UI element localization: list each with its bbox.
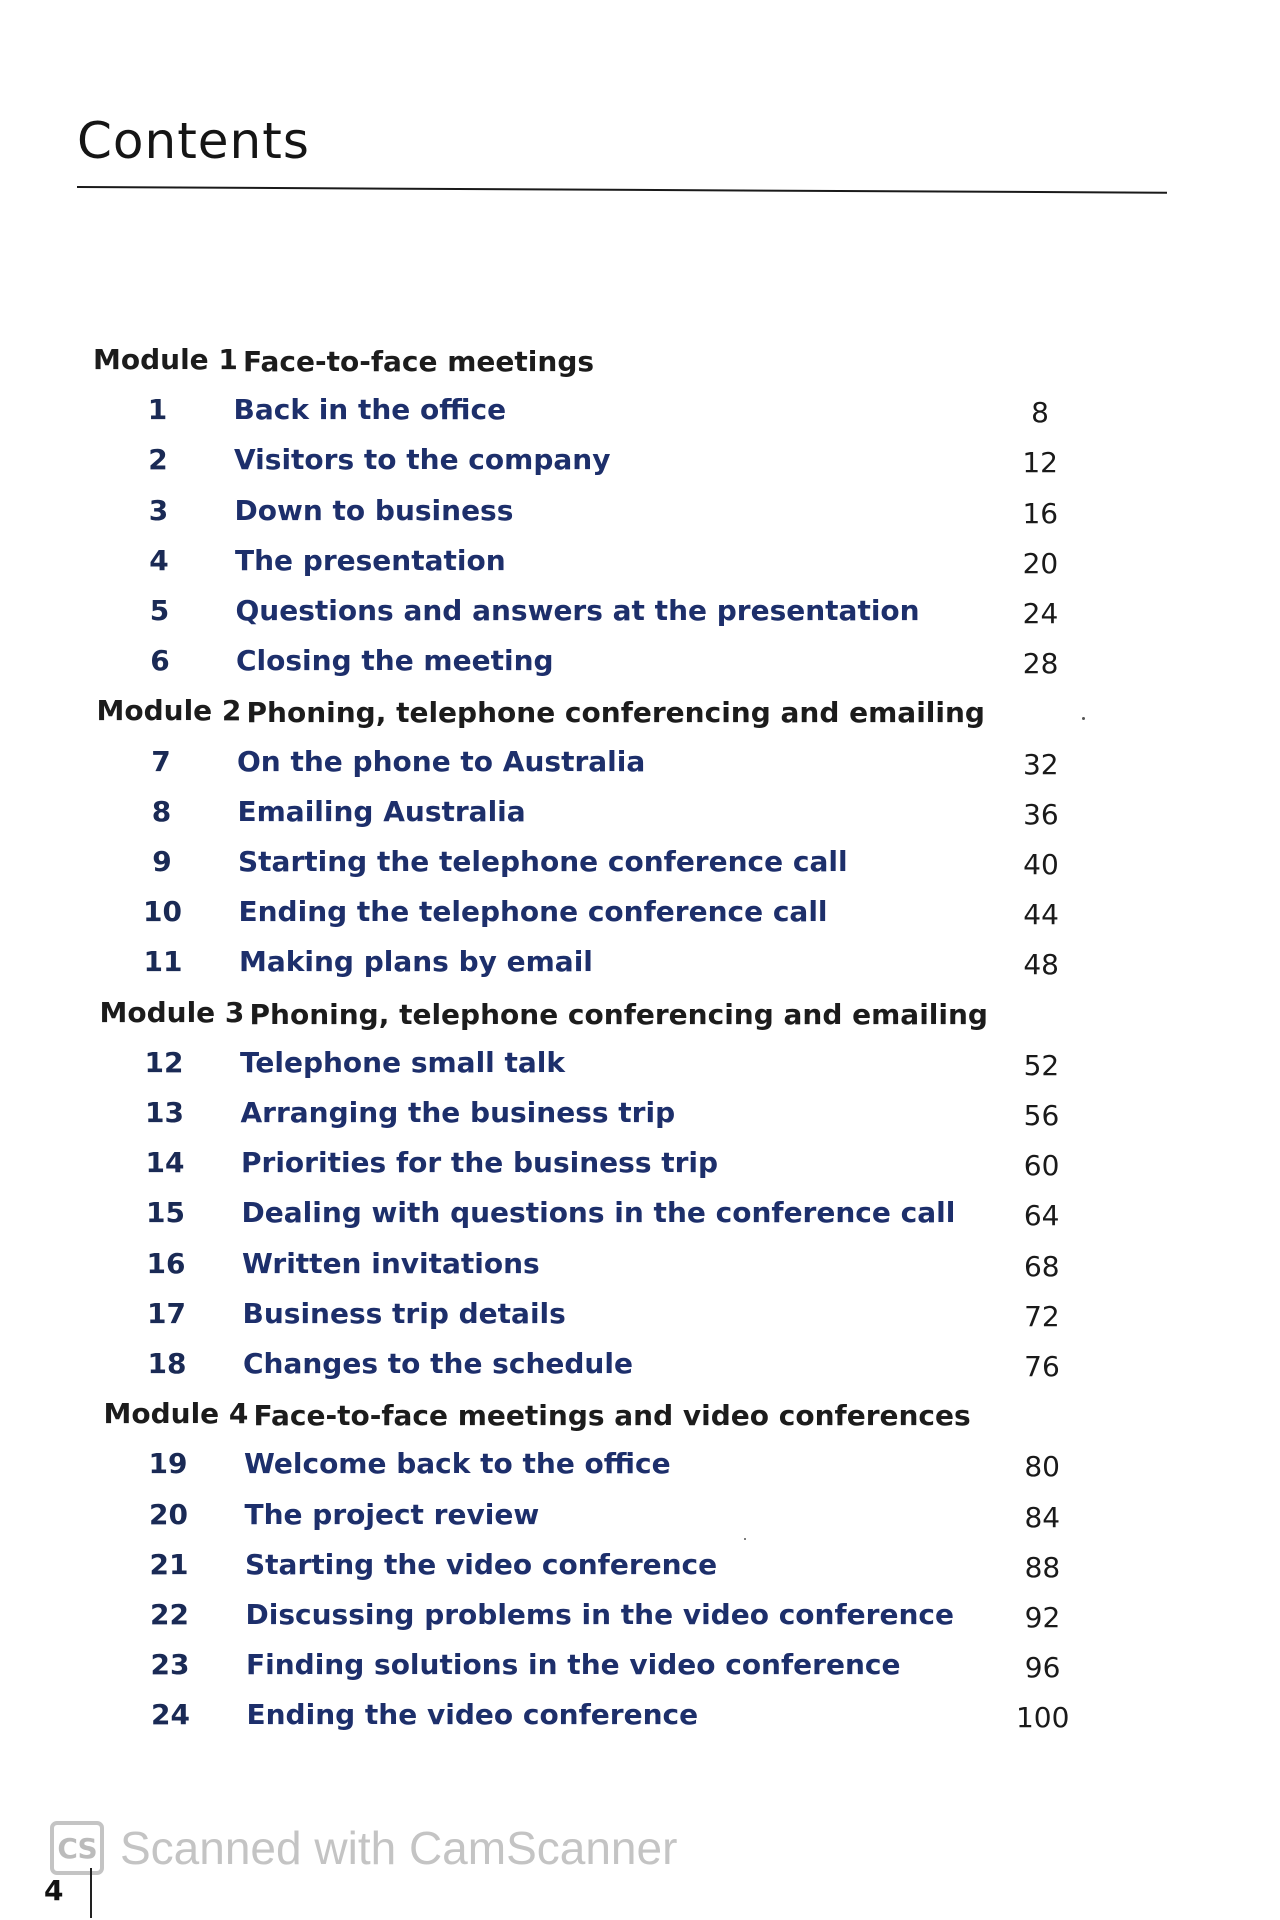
unit-page-number: 88 — [1024, 1550, 1061, 1584]
camscanner-logo-icon: CS — [50, 1821, 104, 1875]
toc-entry[interactable] — [0, 1247, 1280, 1287]
unit-number: 13 — [145, 1096, 184, 1129]
toc-entry[interactable] — [0, 544, 1280, 584]
unit-title: Making plans by email — [239, 945, 593, 979]
module-label: Module 3 — [99, 995, 245, 1029]
unit-number: 7 — [151, 744, 171, 778]
page-title: Contents — [77, 112, 310, 170]
unit-page-number: 96 — [1024, 1651, 1061, 1685]
unit-number: 8 — [151, 794, 172, 828]
toc-entry[interactable] — [0, 745, 1280, 785]
toc-entry[interactable] — [0, 594, 1280, 634]
toc-entry[interactable] — [0, 945, 1280, 985]
toc-entry[interactable] — [0, 1146, 1280, 1186]
toc-entry[interactable] — [0, 1347, 1280, 1387]
unit-number: 2 — [148, 443, 168, 477]
unit-title: Ending the video conference — [246, 1698, 699, 1732]
folio-divider — [90, 1868, 92, 1918]
page-number: 4 — [44, 1874, 64, 1907]
unit-page-number: 32 — [1022, 747, 1059, 781]
unit-number: 17 — [147, 1296, 186, 1330]
unit-title: Starting the telephone conference call — [238, 845, 848, 878]
toc-entry[interactable] — [0, 393, 1280, 433]
unit-page-number: 16 — [1022, 496, 1059, 530]
toc-entry[interactable] — [0, 1447, 1280, 1487]
unit-number: 11 — [143, 945, 183, 979]
unit-number: 21 — [149, 1547, 189, 1581]
unit-page-number: 48 — [1023, 948, 1059, 982]
toc-entry[interactable] — [0, 1297, 1280, 1337]
module-heading — [0, 1397, 1280, 1437]
toc-entry[interactable] — [0, 1498, 1280, 1538]
unit-number: 22 — [150, 1598, 189, 1631]
unit-number: 6 — [150, 644, 170, 678]
unit-title: Changes to the schedule — [243, 1347, 633, 1380]
toc-entry[interactable] — [0, 895, 1280, 935]
toc-entry[interactable] — [0, 1196, 1280, 1236]
unit-title: The presentation — [235, 543, 506, 577]
unit-page-number: 52 — [1023, 1048, 1060, 1082]
unit-number: 12 — [144, 1045, 184, 1079]
unit-page-number: 24 — [1022, 597, 1059, 630]
toc-entry[interactable] — [0, 1548, 1280, 1588]
unit-title: Telephone small talk — [240, 1045, 566, 1079]
unit-title: Discussing problems in the video conference — [245, 1598, 954, 1631]
unit-page-number: 100 — [1015, 1701, 1070, 1735]
toc-entry[interactable] — [0, 845, 1280, 885]
camscanner-watermark — [50, 1820, 677, 1876]
unit-title: Questions and answers at the presentation — [235, 594, 920, 627]
unit-title: Written invitations — [242, 1246, 540, 1280]
unit-number: 19 — [148, 1447, 188, 1481]
unit-page-number: 28 — [1022, 647, 1059, 681]
unit-page-number: 80 — [1024, 1450, 1060, 1484]
unit-title: Down to business — [234, 493, 514, 527]
toc-entry[interactable] — [0, 1046, 1280, 1086]
unit-page-number: 60 — [1023, 1149, 1060, 1183]
unit-title: Visitors to the company — [234, 443, 611, 477]
unit-number: 9 — [152, 845, 172, 878]
unit-title: On the phone to Australia — [237, 744, 646, 778]
unit-page-number: 12 — [1022, 446, 1058, 480]
toc-entry[interactable] — [0, 644, 1280, 684]
unit-title: Ending the telephone conference call — [238, 895, 828, 929]
module-heading — [0, 343, 1280, 383]
unit-title: Back in the office — [233, 393, 507, 427]
toc-entry[interactable] — [0, 1698, 1280, 1738]
unit-title: Starting the video conference — [245, 1547, 718, 1581]
scan-speck — [1082, 717, 1085, 720]
unit-title: Closing the meeting — [236, 644, 554, 678]
unit-page-number: 56 — [1023, 1099, 1060, 1132]
module-heading — [0, 694, 1280, 734]
unit-number: 5 — [149, 594, 170, 627]
unit-number: 24 — [151, 1698, 190, 1732]
module-label: Module 2 — [96, 694, 242, 728]
unit-page-number: 76 — [1024, 1350, 1060, 1383]
module-title: Face-to-face meetings — [243, 345, 595, 378]
toc-entry[interactable] — [0, 494, 1280, 534]
unit-number: 1 — [147, 393, 168, 427]
unit-page-number: 20 — [1022, 546, 1059, 580]
toc-entry[interactable] — [0, 1096, 1280, 1136]
unit-title: The project review — [244, 1497, 540, 1531]
unit-title: Welcome back to the office — [244, 1447, 671, 1481]
unit-title: Dealing with questions in the conference call — [241, 1196, 956, 1230]
unit-title: Finding solutions in the video conference — [246, 1648, 901, 1682]
unit-number: 20 — [149, 1497, 188, 1531]
unit-title: Priorities for the business trip — [241, 1146, 719, 1180]
unit-title: Arranging the business trip — [240, 1096, 676, 1129]
watermark-text: Scanned with CamScanner — [120, 1822, 678, 1874]
module-title: Phoning, telephone conferencing and emailing — [246, 696, 985, 730]
unit-number: 3 — [148, 493, 169, 527]
module-title: Face-to-face meetings and video conferences — [253, 1399, 971, 1433]
toc-entry[interactable] — [0, 443, 1280, 483]
unit-page-number: 68 — [1023, 1249, 1060, 1283]
unit-title: Business trip details — [242, 1296, 566, 1330]
unit-page-number: 8 — [1031, 396, 1049, 430]
toc-entry[interactable] — [0, 1598, 1280, 1638]
unit-number: 18 — [147, 1347, 187, 1380]
unit-page-number: 92 — [1024, 1601, 1061, 1634]
unit-number: 14 — [145, 1146, 185, 1180]
unit-number: 16 — [146, 1246, 186, 1280]
toc-entry[interactable] — [0, 795, 1280, 835]
unit-number: 15 — [146, 1196, 185, 1230]
module-label: Module 1 — [93, 343, 238, 376]
module-heading — [0, 996, 1280, 1036]
module-title: Phoning, telephone conferencing and emailing — [249, 997, 988, 1031]
unit-page-number: 64 — [1023, 1199, 1060, 1233]
toc-entry[interactable] — [0, 1648, 1280, 1688]
unit-title: Emailing Australia — [237, 794, 526, 828]
unit-number: 4 — [149, 543, 169, 577]
scan-speck — [744, 1538, 746, 1540]
module-label: Module 4 — [103, 1397, 249, 1431]
unit-number: 23 — [150, 1648, 190, 1682]
unit-page-number: 84 — [1024, 1500, 1061, 1534]
unit-page-number: 40 — [1023, 848, 1059, 881]
unit-page-number: 72 — [1024, 1299, 1060, 1333]
unit-page-number: 36 — [1023, 797, 1059, 831]
unit-page-number: 44 — [1023, 898, 1059, 932]
unit-number: 10 — [143, 895, 182, 929]
